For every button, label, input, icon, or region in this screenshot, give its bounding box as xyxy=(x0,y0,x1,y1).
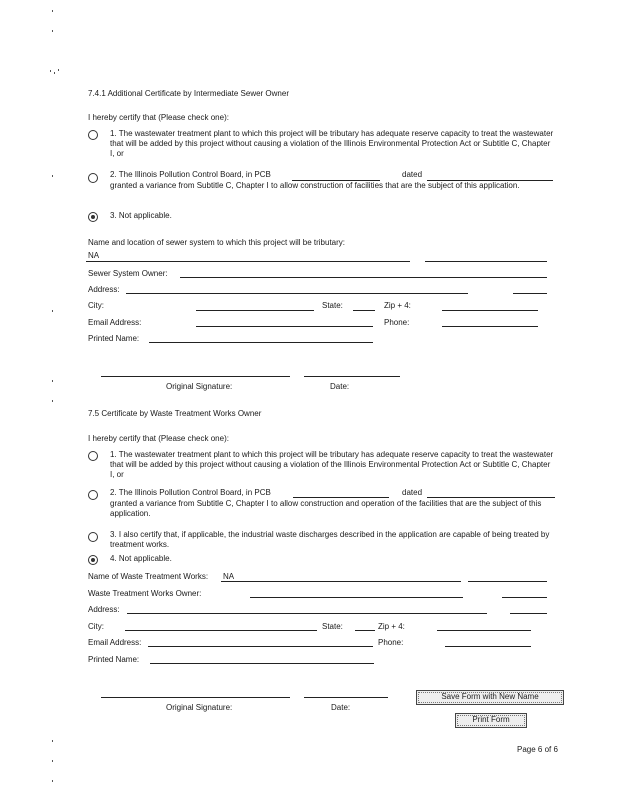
email-75-label: Email Address: xyxy=(88,638,142,647)
state-75-label: State: xyxy=(322,622,343,631)
address-field-2[interactable] xyxy=(513,293,547,294)
print-form-button[interactable]: Print Form xyxy=(455,713,527,728)
state-label: State: xyxy=(322,301,343,310)
works-owner-label: Waste Treatment Works Owner: xyxy=(88,589,202,598)
certify-instruction-75: I hereby certify that (Please check one): xyxy=(88,434,229,443)
signature-line xyxy=(101,376,290,377)
option-75-3-text: 3. I also certify that, if applicable, the industrial waste discharges described in the application are capable of being treated by treatment works. xyxy=(110,530,550,549)
phone-label: Phone: xyxy=(384,318,410,327)
radio-75-option-1[interactable] xyxy=(88,451,98,461)
name-location-value[interactable]: NA xyxy=(88,251,100,260)
date-label: Date: xyxy=(330,382,350,391)
name-location-label: Name and location of sewer system to which this project will be tributary: xyxy=(88,238,345,247)
zip-75-label: Zip + 4: xyxy=(378,622,405,631)
printed-name-label: Printed Name: xyxy=(88,334,140,343)
works-name-value[interactable]: NA xyxy=(223,572,235,581)
phone-75-field[interactable] xyxy=(445,646,531,647)
radio-75-option-3[interactable] xyxy=(88,532,98,542)
phone-75-label: Phone: xyxy=(378,638,404,647)
email-label: Email Address: xyxy=(88,318,142,327)
city-label: City: xyxy=(88,301,104,310)
owner-field[interactable] xyxy=(180,277,547,278)
option-75-2-variance-text: granted a variance from Subtitle C, Chapter I to allow construction and operation of the facilities that are the subject of this application. xyxy=(110,499,542,518)
city-field[interactable] xyxy=(196,310,314,311)
option-75-1-text: 1. The wastewater treatment plant to which this project will be tributary has adequate reserve capacity to treat the wastewater that will be added by this project without causing a violation of the Illinois Environmental Protection Act or Subtitle C, Chapter I, or xyxy=(110,450,554,479)
state-field[interactable] xyxy=(353,310,375,311)
radio-75-option-4[interactable] xyxy=(88,555,98,565)
printed-name-75-label: Printed Name: xyxy=(88,655,140,664)
zip-field[interactable] xyxy=(442,310,538,311)
owner-label: Sewer System Owner: xyxy=(88,269,168,278)
dated-75-label: dated xyxy=(402,488,423,497)
radio-option-1[interactable] xyxy=(88,130,98,140)
printed-name-75-field[interactable] xyxy=(150,663,374,664)
name-location-field-2[interactable] xyxy=(425,261,547,262)
option-2-variance-text: granted a variance from Subtitle C, Chapter I to allow construction of facilities that are the subject of this application. xyxy=(110,181,520,190)
address-75-label: Address: xyxy=(88,605,120,614)
option-2-text: 2. The Illinois Pollution Control Board, in PCB xyxy=(110,170,271,179)
works-name-label: Name of Waste Treatment Works: xyxy=(88,572,209,581)
pcb-75-number-field[interactable] xyxy=(293,497,389,498)
date-75-label: Date: xyxy=(331,703,351,712)
address-field[interactable] xyxy=(126,293,468,294)
email-field[interactable] xyxy=(196,326,373,327)
works-owner-field[interactable] xyxy=(250,597,463,598)
save-form-button[interactable]: Save Form with New Name xyxy=(416,690,564,705)
city-75-label: City: xyxy=(88,622,104,631)
signature-label: Original Signature: xyxy=(166,382,233,391)
date-75-line xyxy=(304,697,388,698)
dated-75-field[interactable] xyxy=(427,497,555,498)
address-75-field-2[interactable] xyxy=(510,613,547,614)
works-name-field-2[interactable] xyxy=(468,581,547,582)
page-number: Page 6 of 6 xyxy=(517,745,558,754)
date-line xyxy=(304,376,400,377)
option-1-text: 1. The wastewater treatment plant to which this project will be tributary has adequate reserve capacity to treat the wastewater that will be added by this project without causing a violation of the Illinois Environmental Protection Act or Subtitle C, Chapter I, or xyxy=(110,129,554,158)
phone-field[interactable] xyxy=(442,326,538,327)
printed-name-field[interactable] xyxy=(149,342,373,343)
option-75-4-text: 4. Not applicable. xyxy=(110,554,172,563)
section-heading-75: 7.5 Certificate by Waste Treatment Works Owner xyxy=(88,409,262,418)
zip-75-field[interactable] xyxy=(437,630,531,631)
radio-75-option-2[interactable] xyxy=(88,490,98,500)
signature-75-line xyxy=(101,697,290,698)
works-name-field xyxy=(221,581,461,582)
option-3-text: 3. Not applicable. xyxy=(110,211,172,220)
option-75-2-text: 2. The Illinois Pollution Control Board, in PCB xyxy=(110,488,271,497)
signature-75-label: Original Signature: xyxy=(166,703,233,712)
city-75-field[interactable] xyxy=(125,630,317,631)
name-location-field xyxy=(86,261,410,262)
email-75-field[interactable] xyxy=(148,646,373,647)
certify-instruction: I hereby certify that (Please check one): xyxy=(88,113,229,122)
radio-option-2[interactable] xyxy=(88,173,98,183)
address-label: Address: xyxy=(88,285,120,294)
dated-label: dated xyxy=(402,170,423,179)
address-75-field[interactable] xyxy=(127,613,487,614)
works-owner-field-2[interactable] xyxy=(502,597,547,598)
section-heading-741: 7.4.1 Additional Certificate by Intermediate Sewer Owner xyxy=(88,89,289,98)
radio-option-3[interactable] xyxy=(88,212,98,222)
state-75-field[interactable] xyxy=(355,630,375,631)
zip-label: Zip + 4: xyxy=(384,301,411,310)
